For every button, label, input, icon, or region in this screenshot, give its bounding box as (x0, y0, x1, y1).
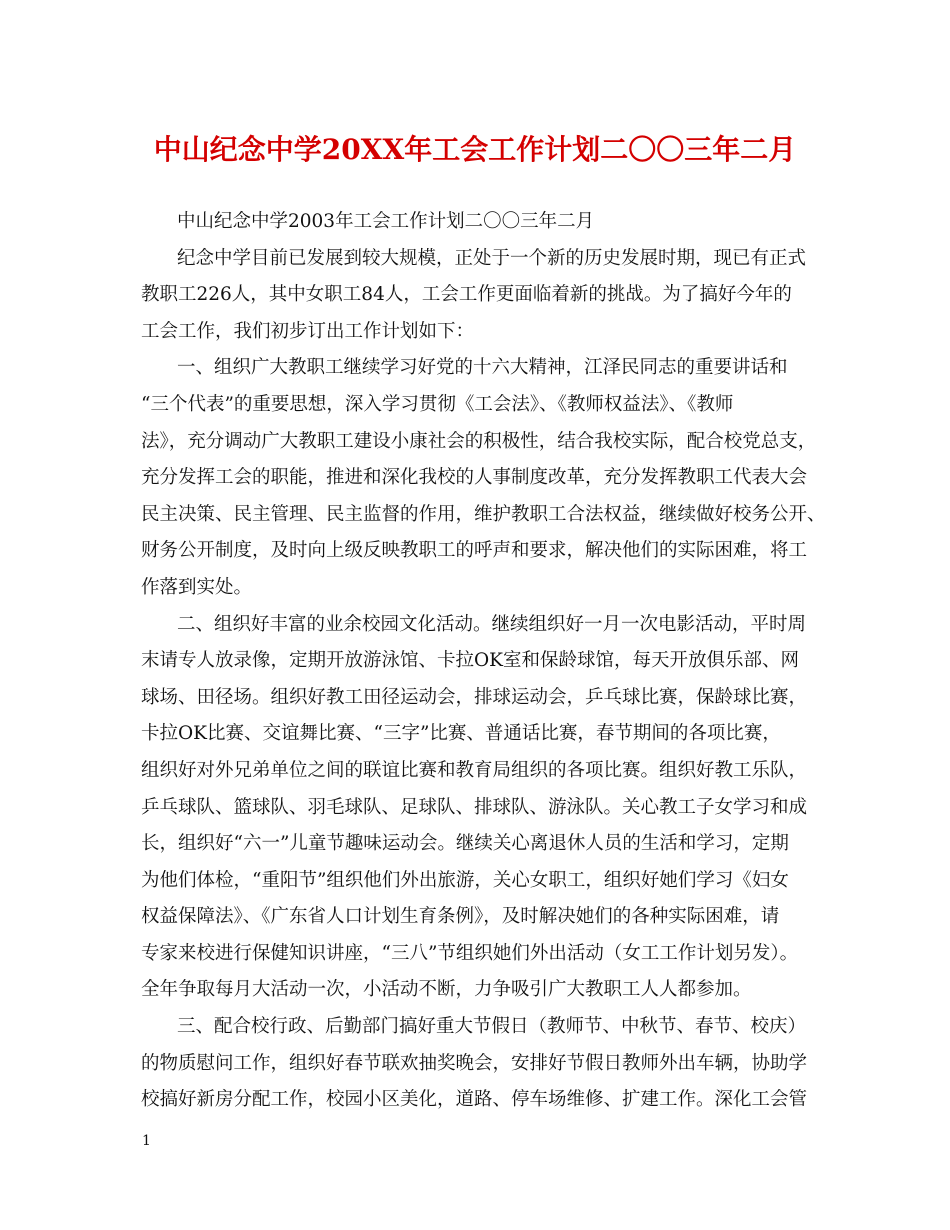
text-line: 作落到实处。 (141, 576, 253, 598)
document-body (141, 204, 826, 1119)
text-line: 三、配合校行政、后勤部门搞好重大节假日（教师节、中秋节、春节、校庆） (177, 1016, 807, 1038)
page-number: 1 (142, 1133, 151, 1149)
text-line: 乒乓球队、篮球队、羽毛球队、足球队、排球队、游泳队。关心教工子女学习和成 (141, 796, 808, 818)
text-line: “三个代表”的重要思想，深入学习贯彻《工会法》、《教师权益法》、《教师 (141, 393, 734, 415)
text-line: 校搞好新房分配工作，校园小区美化，道路、停车场维修、扩建工作。深化工会管 (141, 1089, 808, 1111)
text-line: 工会工作，我们初步订出工作计划如下： (141, 320, 475, 342)
text-line: 纪念中学目前已发展到较大规模，正处于一个新的历史发展时期，现已有正式 (177, 247, 807, 269)
text-line: 充分发挥工会的职能，推进和深化我校的人事制度改革，充分发挥教职工代表大会 (141, 467, 808, 489)
text-line: 全年争取每月大活动一次，小活动不断，力争吸引广大教职工人人都参加。 (141, 979, 752, 1001)
document-title: 中山纪念中学20XX年工会工作计划二〇〇三年二月 (153, 133, 797, 166)
text-line: 财务公开制度，及时向上级反映教职工的呼声和要求，解决他们的实际困难，将工 (141, 540, 808, 562)
text-line: 的物质慰问工作，组织好春节联欢抽奖晚会，安排好节假日教师外出车辆，协助学 (141, 1052, 808, 1074)
text-line: 球场、田径场。组织好教工田径运动会，排球运动会，乒乓球比赛，保龄球比赛， (141, 686, 808, 708)
text-line: 二、组织好丰富的业余校园文化活动。继续组织好一月一次电影活动，平时周 (177, 613, 807, 635)
text-line: 专家来校进行保健知识讲座，“三八”节组织她们外出活动（女工工作计划另发）。 (141, 942, 799, 964)
text-line: 组织好对外兄弟单位之间的联谊比赛和教育局组织的各项比赛。组织好教工乐队， (141, 759, 808, 781)
text-line: 权益保障法》、《广东省人口计划生育条例》，及时解决她们的各种实际困难，请 (141, 906, 780, 928)
text-line: 教职工226人，其中女职工84人，工会工作更面临着新的挑战。为了搞好今年的 (141, 284, 792, 306)
text-line: 长，组织好“六一”儿童节趣味运动会。继续关心离退休人员的生活和学习，定期 (141, 833, 789, 855)
text-line: 法》，充分调动广大教职工建设小康社会的积极性，结合我校实际，配合校党总支， (141, 430, 817, 452)
text-line: 为他们体检，“重阳节”组织他们外出旅游，关心女职工，组织好她们学习《妇女 (141, 869, 789, 891)
text-line: 民主决策、民主管理、民主监督的作用，维护教职工合法权益，继续做好校务公开、 (141, 503, 826, 525)
text-line: 一、组织广大教职工继续学习好党的十六大精神，江泽民同志的重要讲话和 (177, 357, 788, 379)
text-line: 卡拉OK比赛、交谊舞比赛、“三字”比赛、普通话比赛，春节期间的各项比赛， (141, 723, 781, 745)
text-line: 末请专人放录像，定期开放游泳馆、卡拉OK室和保龄球馆，每天开放俱乐部、网 (141, 650, 799, 672)
text-line: 中山纪念中学2003年工会工作计划二〇〇三年二月 (177, 211, 595, 232)
